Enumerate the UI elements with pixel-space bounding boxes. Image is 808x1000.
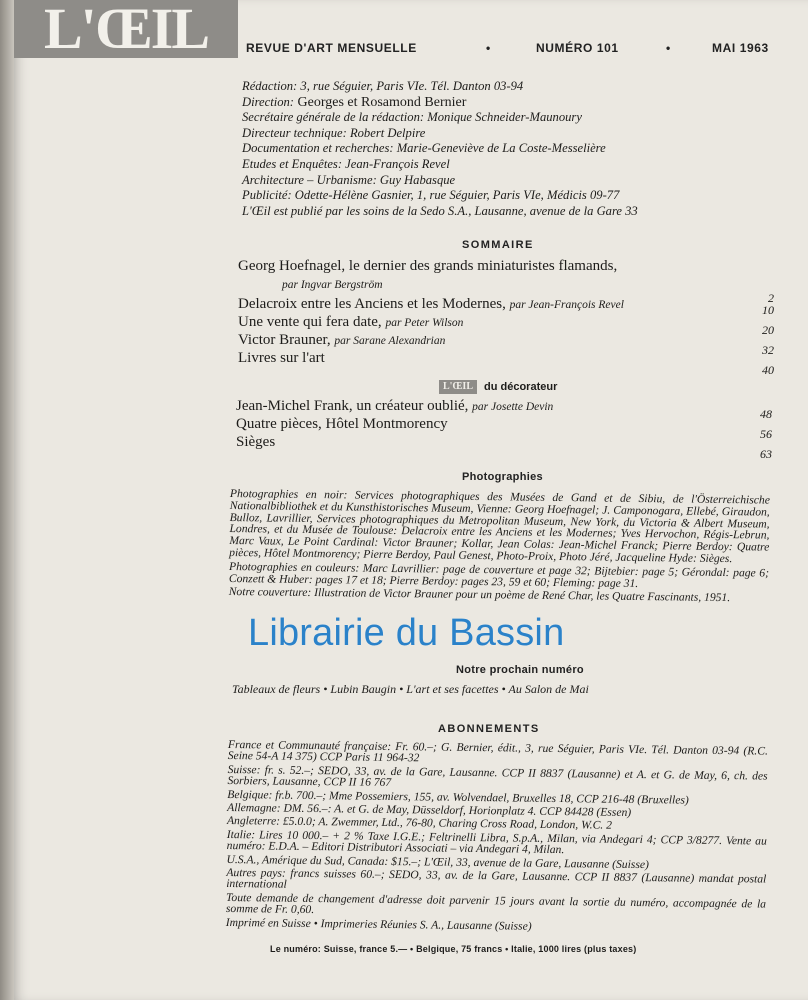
subscription-line: Allemagne: DM. 56.–: A. et G. de May, Düsseldorf, Horionplatz 4. CCP 84428 (Essen) [227,801,632,819]
toc-entry: Sièges 63 [236,434,772,461]
decorateur-list [236,398,774,461]
editorial-credits [242,79,782,219]
masthead-tagline: REVUE D'ART MENSUELLE [246,41,417,55]
watermark-text: Librairie du Bassin [248,612,565,654]
masthead-date: MAI 1963 [712,41,769,55]
toc-entry: Quatre pièces, Hôtel Montmorency 56 [236,416,772,441]
cover-credit: Notre couverture: Illustration de Victor Brauner pour un poème de René Char, les Quatre Fascinants, 1951. [228,585,731,605]
credit-line: Architecture – Urbanisme: Guy Habasque [242,172,456,187]
credit-line: Publicité: Odette-Hélène Gasnier, 1, rue Séguier, Paris VIe, Médicis 09-77 [242,188,620,203]
credit-line: Documentation et recherches: Marie-Geneviève de La Coste-Messelière [242,141,606,156]
toc-entry: Une vente qui fera date, par Peter Wilson 20 [238,314,774,337]
toc-entry: Jean-Michel Frank, un créateur oublié, par Josette Devin 48 [236,398,772,421]
masthead-issue: NUMÉRO 101 [536,41,619,55]
sommaire-heading: SOMMAIRE [462,239,534,251]
credit-line: Direction: Georges et Rosamond Bernier [242,94,467,110]
printer-line: Imprimé en Suisse • Imprimeries Réunies S. A., Lausanne (Suisse) [225,915,532,933]
price-footer: Le numéro: Suisse, france 5.— • Belgique, 75 francs • Italie, 1000 lires (plus taxes) [270,944,637,954]
photo-credits [229,488,770,607]
masthead-bullet: • [666,41,671,55]
toc-entry: Delacroix entre les Anciens et les Modernes, par Jean-François Revel 10 [238,296,774,317]
abonnements-block [226,739,768,937]
toc-entry: Georg Hoefnagel, le dernier des grands miniaturistes flamands, [238,258,618,274]
credit-line: Etudes et Enquêtes: Jean-François Revel [242,156,450,171]
credit-line: Rédaction: 3, rue Séguier, Paris VIe. Tél. Danton 03-94 [242,79,524,93]
toc-entry: Livres sur l'art 40 [238,350,774,377]
subscription-line: Angleterre: £5.0.0; A. Zwemmer, Ltd., 76-80, Charing Cross Road, London, W.C. 2 [226,814,613,833]
subscription-line: Autres pays: francs suisses 60.–; SEDO, 33, av. de la Gare, Lausanne. CCP II 8837 (Lausanne) mandat postal international [226,866,767,892]
decorateur-heading: du décorateur [484,381,558,393]
oeil-logo: L'ŒIL [14,0,238,58]
subscription-line: France et Communauté française: Fr. 60.–; G. Bernier, édit., 3, rue Séguier, Paris VIe. Tél. Danton 03-94 (R.C. Seine 54-A 14 375) CCP Paris 11 964-32 [227,738,768,765]
photo-credits-noir: Photographies en noir: Services photographiques des Musées de Gand et de Sibiu, de l'Österreichische Nationalbibliothek et du Kunsthistorisches Museum, Vienne: Georg Hoefnagel; J. Camponogara, Ellebé, Giraudon, Bulloz, Lavrillier, Services photographiques du Metropolitan Museum, New York, du Victoria & Albert Museum, Londres, et du Musée de Toulouse: Delacroix entre les Anciens et les Modernes; Yves Hervochon, Régis-Lebrun, Marc Vaux, Le Point Cardinal: Victor Brauner; Kollar, Jean Colas: Jean-Michel Franck; Pierre Berdoy: Quatre pièces, Hôtel Montmorency; Pierre Berdoy, Paul Genest, Photo-Proix, Photo Jéré, Jacqueline Hyde: Sièges. [229,487,770,566]
photographies-heading: Photographies [462,471,543,483]
toc-entry: par Ingvar Bergström 2 [282,279,774,305]
subscription-line: Suisse: fr. s. 52.–; SEDO, 33, av. de la Gare, Lausanne. CCP II 8837 (Lausanne) et A. et G. de May, 6, ch. des Sorbiers, Lausanne, CCP II 16 767 [227,762,768,790]
subscription-line: Italie: Lires 10 000.– + 2 % Taxe I.G.E.; Feltrinelli Libra, S.p.A., Milan, via Andegari 4; CCP 3/8277. Vente au numéro: E.D.A. – Editori Distributori Associati – via Andegari 4, Milan. [226,827,767,857]
credit-line: L'Œil est publié par les soins de la Sedo S.A., Lausanne, avenue de la Gare 33 [242,203,638,218]
photo-credits-couleurs: Photographies en couleurs: Marc Lavrillier: page de couverture et page 32; Bijtebier: page 5; Gérondal: page 6; Conzett & Huber: pages 17 et 18; Pierre Berdoy: pages 23, 59 et 60; Fleming: page 31. [228,559,770,590]
book-gutter [0,0,14,1000]
subscription-line: U.S.A., Amérique du Sud, Canada: $15.–; L'Œil, 33, avenue de la Gare, Lausanne (Suisse) [226,852,649,871]
subscription-line: Belgique: fr.b. 700.–; Mme Possemiers, 155, av. Wolvendael, Bruxelles 18, CCP 216-48 (Bruxelles) [227,787,689,807]
subscription-line: Toute demande de changement d'adresse doit parvenir 15 jours avant la sortie du numéro, accompagnée de la somme de Fr. 0,60. [225,890,767,917]
abonnements-heading: ABONNEMENTS [438,723,540,735]
prochain-heading: Notre prochain numéro [456,664,584,676]
credit-line: Directeur technique: Robert Delpire [242,125,426,140]
prochain-list: Tableaux de fleurs • Lubin Baugin • L'art et ses facettes • Au Salon de Mai [232,682,589,696]
toc-entry: Victor Brauner, par Sarane Alexandrian 32 [238,332,774,357]
credit-line: Secrétaire générale de la rédaction: Monique Schneider-Maunoury [242,110,582,125]
decorateur-logo: L'ŒIL [439,380,477,394]
sommaire-list [238,258,776,377]
masthead-bullet: • [486,41,491,55]
